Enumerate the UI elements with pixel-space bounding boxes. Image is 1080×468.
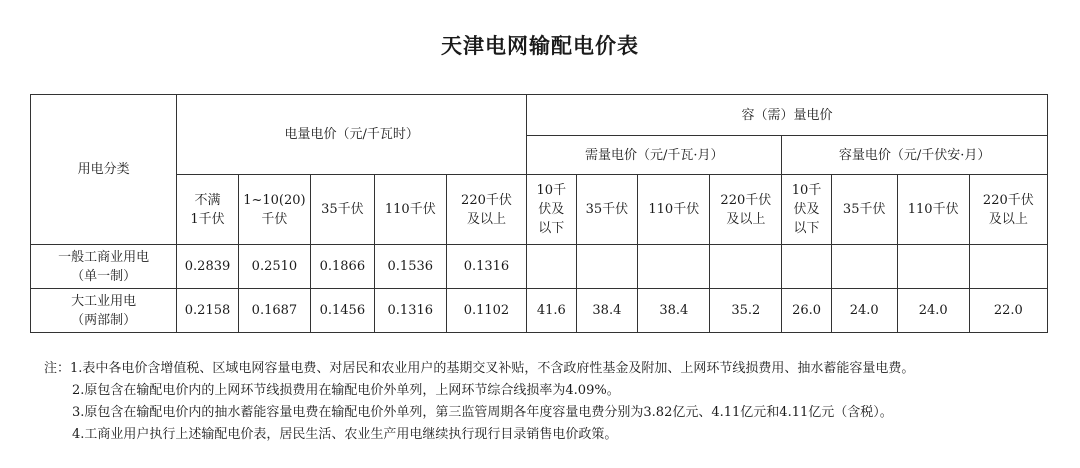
energy-col-header: 110千伏 xyxy=(374,175,446,245)
capacity-cell: 22.0 xyxy=(969,289,1047,333)
capacity-cell xyxy=(969,245,1047,289)
energy-cell: 0.2510 xyxy=(238,245,310,289)
header-row-1 xyxy=(31,95,1048,136)
demand-cell: 41.6 xyxy=(527,289,576,333)
capacity-cell xyxy=(831,245,897,289)
energy-cell: 0.2158 xyxy=(177,289,239,333)
category-header: 用电分类 xyxy=(31,95,177,245)
energy-price-header: 电量电价（元/千瓦时） xyxy=(177,95,527,175)
note-line: 3.原包含在输配电价内的抽水蓄能容量电费在输配电价外单列，第三监管周期各年度容量电费分别为3.82亿元、4.11亿元和4.11亿元（含税）。 xyxy=(72,405,893,420)
energy-col-header: 不满 1千伏 xyxy=(177,175,239,245)
demand-cell xyxy=(638,245,710,289)
energy-col-header: 1~10(20) 千伏 xyxy=(238,175,310,245)
demand-col-header: 110千伏 xyxy=(638,175,710,245)
demand-cell xyxy=(527,245,576,289)
capacity-cell: 24.0 xyxy=(897,289,969,333)
row-label: 一般工商业用电 （单一制） xyxy=(31,245,177,289)
capacity-group-header: 容（需）量电价 xyxy=(527,95,1048,136)
energy-cell: 0.2839 xyxy=(177,245,239,289)
demand-cell xyxy=(576,245,638,289)
note-line: 注：1.表中各电价含增值税、区域电网容量电费、对居民和农业用户的基期交叉补贴，不含政府性基金及附加、上网环节线损费用、抽水蓄能容量电费。 xyxy=(44,361,915,376)
table-row xyxy=(31,289,1048,333)
demand-cell: 35.2 xyxy=(710,289,782,333)
demand-cell xyxy=(710,245,782,289)
header-row-3 xyxy=(31,175,1048,245)
demand-col-header: 35千伏 xyxy=(576,175,638,245)
capacity-col-header: 220千伏 及以上 xyxy=(969,175,1047,245)
energy-cell: 0.1536 xyxy=(374,245,446,289)
notes-section xyxy=(44,358,1074,446)
energy-col-header: 35千伏 xyxy=(310,175,374,245)
energy-cell: 0.1316 xyxy=(374,289,446,333)
capacity-cell: 26.0 xyxy=(782,289,831,333)
page-title: 天津电网输配电价表 xyxy=(441,33,639,58)
row-label: 大工业用电 （两部制） xyxy=(31,289,177,333)
energy-cell: 0.1687 xyxy=(238,289,310,333)
demand-col-header: 220千伏 及以上 xyxy=(710,175,782,245)
note-line: 2.原包含在输配电价内的上网环节线损费用在输配电价外单列，上网环节综合线损率为4.09%。 xyxy=(72,383,620,398)
note-line: 4.工商业用户执行上述输配电价表，居民生活、农业生产用电继续执行现行目录销售电价政策。 xyxy=(72,427,618,442)
capacity-cell xyxy=(897,245,969,289)
energy-cell: 0.1102 xyxy=(446,289,526,333)
capacity-col-header: 110千伏 xyxy=(897,175,969,245)
energy-cell: 0.1456 xyxy=(310,289,374,333)
demand-cell: 38.4 xyxy=(576,289,638,333)
capacity-col-header: 10千 伏及 以下 xyxy=(782,175,831,245)
energy-cell: 0.1316 xyxy=(446,245,526,289)
demand-price-header: 需量电价（元/千瓦·月） xyxy=(527,136,782,175)
tariff-table xyxy=(30,94,1048,333)
demand-col-header: 10千 伏及 以下 xyxy=(527,175,576,245)
capacity-price-header: 容量电价（元/千伏安·月） xyxy=(782,136,1048,175)
capacity-cell: 24.0 xyxy=(831,289,897,333)
capacity-col-header: 35千伏 xyxy=(831,175,897,245)
table-row xyxy=(31,245,1048,289)
energy-col-header: 220千伏 及以上 xyxy=(446,175,526,245)
energy-cell: 0.1866 xyxy=(310,245,374,289)
capacity-cell xyxy=(782,245,831,289)
demand-cell: 38.4 xyxy=(638,289,710,333)
